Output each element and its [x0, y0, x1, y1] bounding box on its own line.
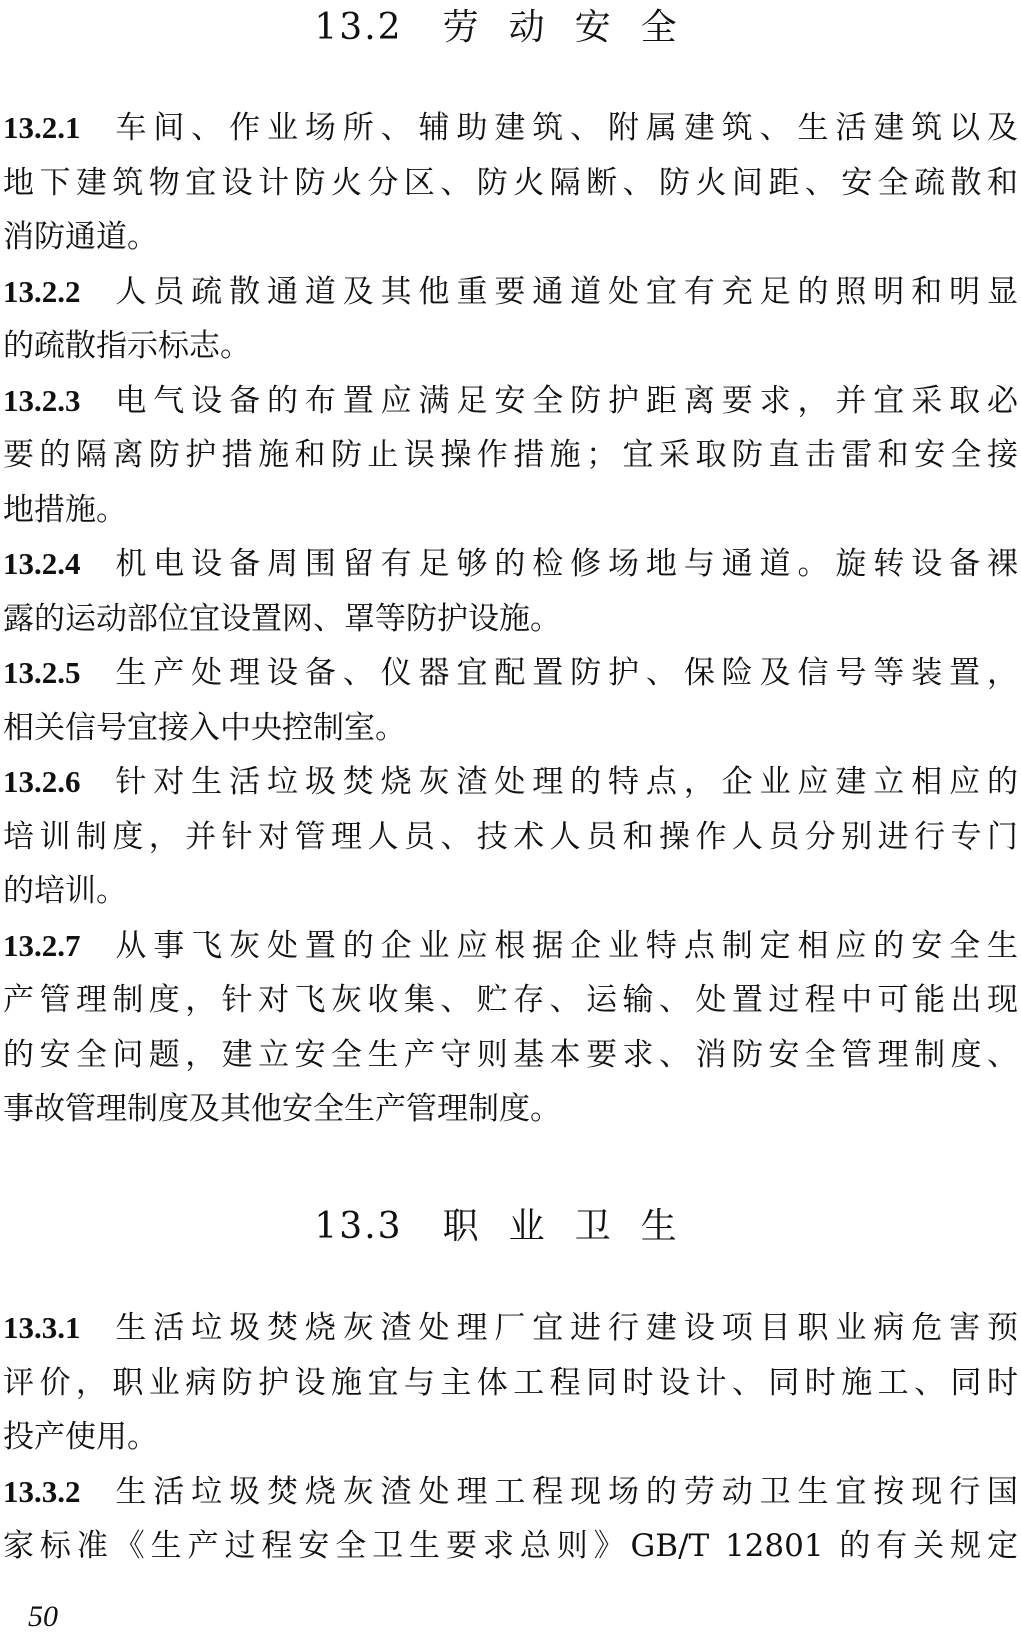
clause-text: 的安全问题，建立安全生产守则基本要求、消防安全管理制度、 [3, 1036, 1018, 1073]
clause-line [3, 156, 1018, 211]
clause-line [3, 973, 1018, 1028]
section-heading-13-3 [0, 1205, 1021, 1249]
clause-number: 13.2.2 [3, 273, 81, 309]
clause-number: 13.2.6 [3, 764, 81, 799]
section-13-2-body [3, 101, 1018, 1137]
section-number: 13.2 [314, 7, 403, 48]
clause-text: 的培训。 [3, 873, 127, 909]
clause-line [3, 319, 1018, 374]
clause-text: 家标准《生产过程安全卫生要求总则》GB/T 12801 的有关规定 [3, 1528, 1018, 1564]
clause-line [3, 1410, 1018, 1465]
clause-text: 机电设备周围留有足够的检修场地与通道。旋转设备裸 [108, 546, 1018, 582]
clause-text: 车间、作业场所、辅助建筑、附属建筑、生活建筑以及 [108, 110, 1018, 146]
clause-text: 相关信号宜接入中央控制室。 [3, 709, 406, 746]
clause-number: 13.2.7 [3, 927, 81, 963]
section-title: 职业卫生 [442, 1206, 707, 1247]
clause-number: 13.2.1 [3, 110, 81, 145]
clause-number: 13.3.2 [3, 1473, 81, 1509]
clause-line [3, 374, 1018, 429]
clause-number: 13.3.1 [3, 1310, 81, 1345]
clause-13-2-2 [3, 265, 1018, 374]
clause-line [3, 864, 1018, 919]
clause-line [3, 810, 1018, 865]
clause-text: 地措施。 [3, 491, 127, 528]
clause-line [3, 592, 1018, 647]
clause-line [3, 1082, 1018, 1137]
clause-number: 13.2.4 [3, 546, 81, 581]
clause-text: 电气设备的布置应满足安全防护距离要求，并宜采取必 [108, 382, 1018, 419]
page-number: 50 [28, 1600, 58, 1633]
clause-text: 事故管理制度及其他安全生产管理制度。 [3, 1091, 561, 1127]
clause-text: 培训制度，并针对管理人员、技术人员和操作人员分别进行专门 [3, 818, 1018, 855]
clause-13-2-3 [3, 374, 1018, 538]
clause-13-3-2 [3, 1465, 1018, 1574]
clause-text: 露的运动部位宜设置网、罩等防护设施。 [3, 600, 561, 637]
clause-text: 消防通道。 [3, 219, 158, 255]
clause-line [3, 428, 1018, 483]
clause-line [3, 646, 1018, 701]
section-13-3-body [3, 1301, 1018, 1574]
clause-text: 地下建筑物宜设计防火分区、防火隔断、防火间距、安全疏散和 [3, 164, 1018, 201]
clause-line [3, 755, 1018, 810]
clause-number: 13.2.5 [3, 655, 81, 690]
clause-text: 投产使用。 [3, 1419, 158, 1455]
clause-line [3, 1028, 1018, 1083]
clause-line [3, 701, 1018, 756]
clause-text: 要的隔离防护措施和防止误操作措施；宜采取防直击雷和安全接 [3, 437, 1018, 473]
clause-line [3, 210, 1018, 265]
clause-13-2-6 [3, 755, 1018, 919]
clause-13-2-7 [3, 919, 1018, 1137]
clause-text: 人员疏散通道及其他重要通道处宜有充足的照明和明显 [108, 273, 1018, 310]
clause-text: 产管理制度，针对飞灰收集、贮存、运输、处置过程中可能出现 [3, 982, 1018, 1018]
clause-line [3, 1301, 1018, 1356]
clause-line [3, 265, 1018, 320]
clause-line [3, 1519, 1018, 1574]
clause-13-2-4 [3, 537, 1018, 646]
clause-line [3, 1465, 1018, 1520]
clause-line [3, 483, 1018, 538]
clause-text: 针对生活垃圾焚烧灰渣处理的特点，企业应建立相应的 [108, 764, 1018, 800]
section-title: 劳动安全 [442, 7, 707, 48]
clause-13-2-1 [3, 101, 1018, 265]
clause-text: 从事飞灰处置的企业应根据企业特点制定相应的安全生 [108, 927, 1018, 964]
clause-13-3-1 [3, 1301, 1018, 1465]
clause-13-2-5 [3, 646, 1018, 755]
clause-text: 的疏散指示标志。 [3, 328, 251, 364]
clause-text: 生活垃圾焚烧灰渣处理工程现场的劳动卫生宜按现行国 [108, 1473, 1018, 1510]
clause-line [3, 537, 1018, 592]
clause-text: 生产处理设备、仪器宜配置防护、保险及信号等装置， [108, 655, 1018, 691]
clause-number: 13.2.3 [3, 382, 81, 418]
clause-text: 生活垃圾焚烧灰渣处理厂宜进行建设项目职业病危害预 [108, 1310, 1018, 1346]
clause-line [3, 919, 1018, 974]
section-number: 13.3 [314, 1206, 403, 1247]
clause-line [3, 1356, 1018, 1411]
clause-text: 评价，职业病防护设施宜与主体工程同时设计、同时施工、同时 [3, 1364, 1018, 1401]
clause-line [3, 101, 1018, 156]
section-heading-13-2 [0, 6, 1021, 50]
